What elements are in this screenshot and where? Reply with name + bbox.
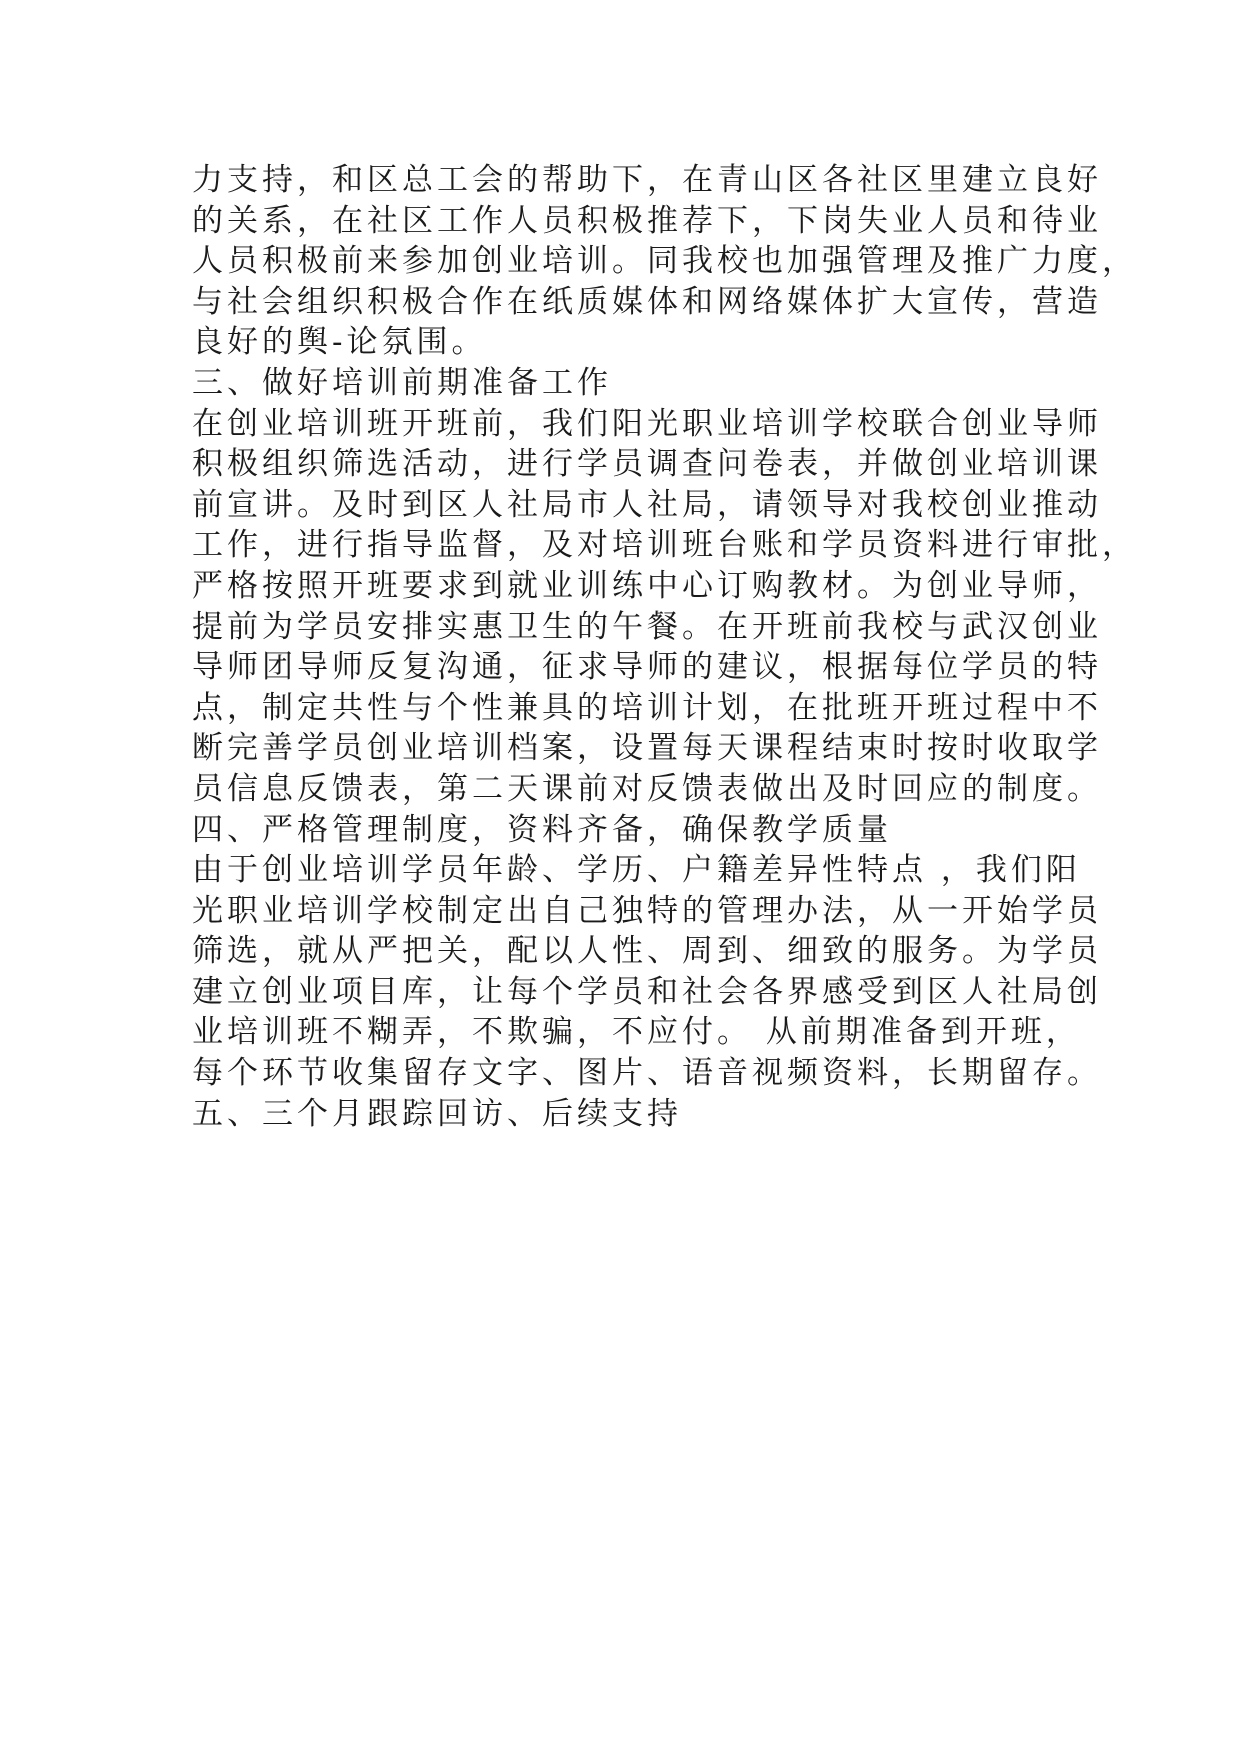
text-line: 业培训班不糊弄，不欺骗，不应付。 从前期准备到开班， xyxy=(192,1014,1081,1051)
text-line: 由于创业培训学员年龄、学历、户籍差异性特点 ，我们阳 xyxy=(192,852,1081,889)
text-line: 在创业培训班开班前，我们阳光职业培训学校联合创业导师 xyxy=(192,405,1102,442)
text-line: 光职业培训学校制定出自己独特的管理办法，从一开始学员 xyxy=(192,892,1102,929)
text-line: 人员积极前来参加创业培训。同我校也加强管理及推广力度， xyxy=(192,243,1137,280)
text-line: 前宣讲。及时到区人社局市人社局，请领导对我校创业推动 xyxy=(192,486,1102,523)
text-line: 点，制定共性与个性兼具的培训计划，在批班开班过程中不 xyxy=(192,689,1102,726)
text-line: 提前为学员安排实惠卫生的午餐。在开班前我校与武汉创业 xyxy=(192,608,1102,645)
text-line: 力支持，和区总工会的帮助下，在青山区各社区里建立良好 xyxy=(192,162,1102,198)
text-line: 良好的舆-论氛围。 xyxy=(192,324,487,361)
section-heading: 五、三个月跟踪回访、后续支持 xyxy=(192,1095,682,1132)
text-line: 每个环节收集留存文字、图片、语音视频资料，长期留存。 xyxy=(192,1055,1102,1092)
text-line: 的关系，在社区工作人员积极推荐下，下岗失业人员和待业 xyxy=(192,202,1102,239)
text-line: 导师团导师反复沟通，征求导师的建议，根据每位学员的特 xyxy=(192,649,1102,686)
body-text xyxy=(192,160,1137,1134)
text-line: 建立创业项目库，让每个学员和社会各界感受到区人社局创 xyxy=(192,973,1102,1010)
text-line: 工作，进行指导监督，及对培训班台账和学员资料进行审批， xyxy=(192,527,1137,564)
text-line: 筛选，就从严把关，配以人性、周到、细致的服务。为学员 xyxy=(192,933,1102,970)
text-line: 断完善学员创业培训档案，设置每天课程结束时按时收取学 xyxy=(192,730,1102,767)
text-line: 员信息反馈表，第二天课前对反馈表做出及时回应的制度。 xyxy=(192,770,1102,807)
text-line: 严格按照开班要求到就业训练中心订购教材。为创业导师， xyxy=(192,567,1102,604)
section-heading: 三、做好培训前期准备工作 xyxy=(192,364,612,401)
text-line: 积极组织筛选活动，进行学员调查问卷表，并做创业培训课 xyxy=(192,446,1102,483)
section-heading: 四、严格管理制度，资料齐备，确保教学质量 xyxy=(192,811,892,848)
text-line: 与社会组织积极合作在纸质媒体和网络媒体扩大宣传，营造 xyxy=(192,283,1102,320)
